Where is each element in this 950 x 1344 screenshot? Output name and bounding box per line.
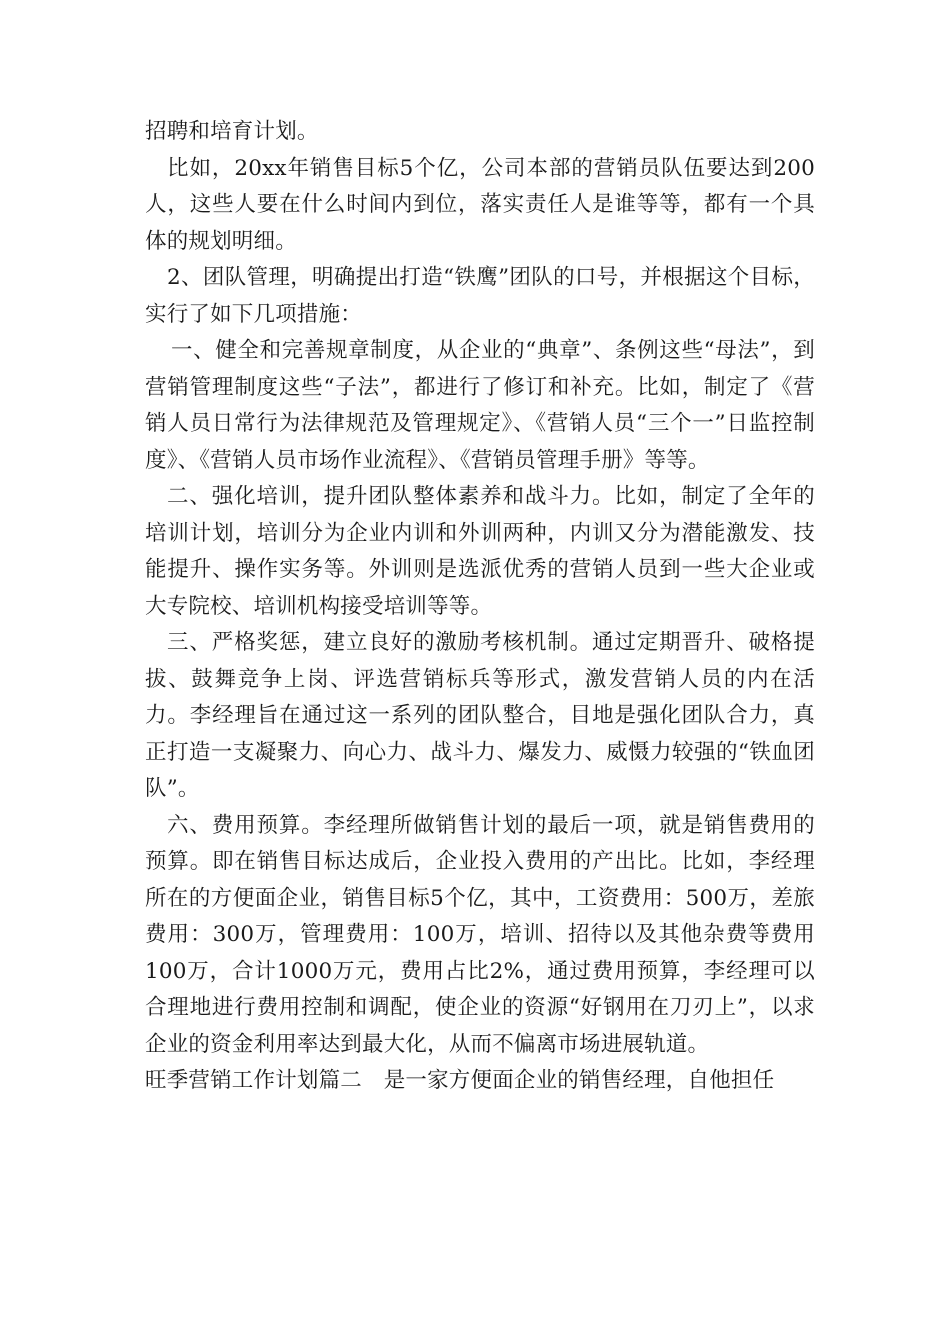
paragraph-team-management: 2、团队管理，明确提出打造“铁鹰”团队的口号，并根据这个目标，实行了如下几项措施： bbox=[145, 265, 815, 327]
paragraph-rewards-penalties: 三、严格奖惩，建立良好的激励考核机制。通过定期晋升、破格提拔、鼓舞竞争上岗、评选营销标兵等形式，激发营销人员的内在活力。李经理旨在通过这一系列的团队整合，目地是强化团队合力，真正打造一支凝聚力、向心力、战斗力、爆发力、威慑力较强的“铁血团队”。 bbox=[145, 630, 815, 801]
document-body bbox=[145, 114, 815, 1100]
paragraph-recruitment-plan: 招聘和培育计划。 bbox=[145, 119, 319, 144]
paragraph-sales-target-example: 比如，20xx年销售目标5个亿，公司本部的营销员队伍要达到200人，这些人要在什么时间内到位，落实责任人是谁等等，都有一个具体的规划明细。 bbox=[145, 155, 815, 254]
paragraph-training: 二、强化培训，提升团队整体素养和战斗力。比如，制定了全年的培训计划，培训分为企业内训和外训两种，内训又分为潜能激发、技能提升、操作实务等。外训则是选派优秀的营销人员到一些大企业或大专院校、培训机构接受培训等等。 bbox=[145, 484, 815, 619]
paragraph-section-two-heading: 旺季营销工作计划篇二 是一家方便面企业的销售经理，自他担任 bbox=[145, 1068, 775, 1093]
paragraph-rules-system: 一、健全和完善规章制度，从企业的“典章”、条例这些“母法”，到营销管理制度这些“子法”，都进行了修订和补充。比如，制定了《营销人员日常行为法律规范及管理规定》、《营销人员“三个一”日监控制度》、《营销人员市场作业流程》、《营销员管理手册》等等。 bbox=[145, 338, 815, 473]
paragraph-budget: 六、费用预算。李经理所做销售计划的最后一项，就是销售费用的预算。即在销售目标达成后，企业投入费用的产出比。比如，李经理所在的方便面企业，销售目标5个亿，其中，工资费用：500万，差旅费用：300万，管理费用：100万，培训、招待以及其他杂费等费用100万，合计1000万元，费用占比2%，通过费用预算，李经理可以合理地进行费用控制和调配，使企业的资源“好钢用在刀刃上”，以求企业的资金利用率达到最大化，从而不偏离市场进展轨道。 bbox=[145, 812, 815, 1057]
